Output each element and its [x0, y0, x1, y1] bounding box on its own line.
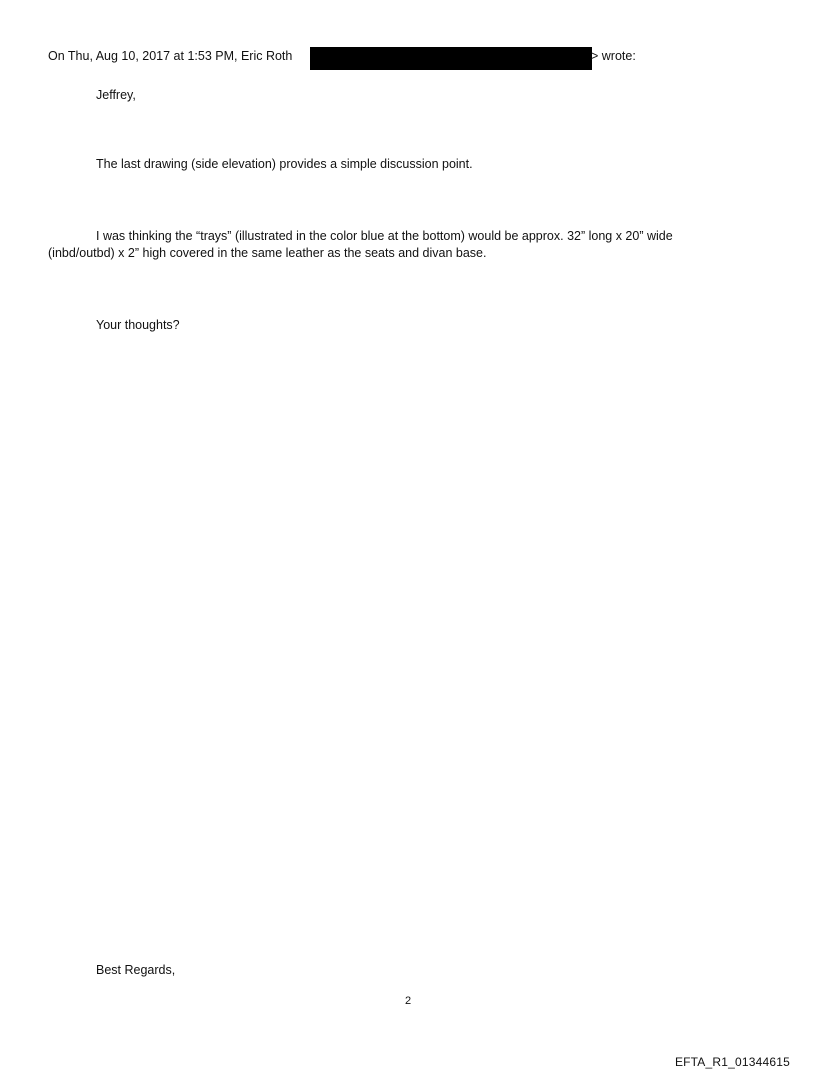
email-header-prefix: On Thu, Aug 10, 2017 at 1:53 PM, Eric Roth	[48, 49, 293, 63]
redaction-box	[310, 47, 592, 70]
paragraph-2-line-2: (inbd/outbd) x 2” high covered in the same leather as the seats and divan base.	[48, 246, 487, 260]
bates-number: EFTA_R1_01344615	[674, 1055, 790, 1069]
closing: Best Regards,	[96, 963, 176, 977]
greeting: Jeffrey,	[96, 88, 136, 102]
page-number: 2	[404, 995, 412, 1007]
paragraph-1: The last drawing (side elevation) provides a simple discussion point.	[96, 157, 473, 171]
question: Your thoughts?	[96, 318, 180, 332]
email-header-suffix: > wrote:	[591, 49, 636, 63]
paragraph-2-line-1: I was thinking the “trays” (illustrated in the color blue at the bottom) would be approx. 32” long x 20” wide	[96, 229, 673, 243]
